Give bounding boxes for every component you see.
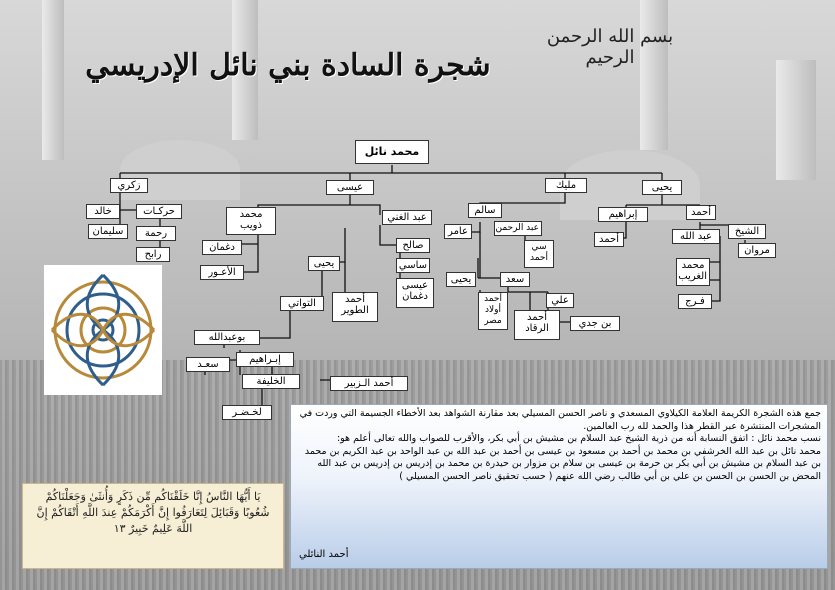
tree-node-salim[interactable]: سالم: [468, 203, 502, 218]
tree-node-isa[interactable]: عيسى: [326, 180, 374, 195]
tree-node-abdallah[interactable]: عبد الله: [672, 229, 720, 244]
tree-node-lakhdar[interactable]: لخـضـر: [222, 405, 272, 420]
notes-author: أحمد النائلي: [299, 549, 349, 560]
quran-verse: يَا أَيُّهَا النَّاسُ إِنَّا خَلَقْنَاكُم مِّن ذَكَرٍ وَأُنثَىٰ وَجَعَلْنَاكُمْ شُعُوبًا وَقَبَائِلَ لِتَعَارَفُوا إِنَّ أَكْرَمَكُمْ عِندَ اللَّهِ أَتْقَاكُمْ إِنَّ اللَّهَ عَلِيمٌ خَبِيرٌ ١٣: [22, 483, 284, 569]
tree-node-malik[interactable]: مليك: [545, 178, 587, 193]
tree-node-muhammad-gharib[interactable]: محمد الغريب: [676, 258, 710, 286]
tree-node-yahya-3[interactable]: يحيى: [308, 256, 340, 271]
tree-node-sasi[interactable]: ساسي: [396, 258, 430, 273]
tree-node-abdulghani[interactable]: عبد الغني: [382, 210, 432, 225]
tree-node-khalifa[interactable]: الخليفة: [242, 374, 300, 389]
tree-node-ahmad-zubayr[interactable]: أحمد الـزبير: [330, 376, 408, 391]
tree-node-khalid[interactable]: خالد: [86, 204, 120, 219]
tree-node-ahmad-tawir[interactable]: أحمد الطوير: [332, 292, 378, 322]
tree-node-tawati[interactable]: التواتي: [280, 296, 324, 311]
notes-paragraph: نسب محمد نائل : اتفق النسابة أنه من ذرية الشيخ عبد السلام بن مشيش بن أبي بكر، والأقرب للصواب والله تعالى أعلم هو:: [336, 433, 821, 445]
tree-node-yahya[interactable]: يحيى: [642, 180, 682, 195]
notes-paragraph: جمع هذه الشجرة الكريمة العلامة الكيلاوي المسعدي و ناصر الحسن المسيلي بعد مقارنة الشواهد بعد الأخطاء الجسيمة التي وردت في المشجرات المنتشرة عبر القطر هذا والحمد لله رب العالمين.: [299, 408, 821, 432]
tree-node-marwan[interactable]: مروان: [738, 243, 776, 258]
page-title: شجرة السادة بني نائل الإدريسي: [85, 48, 491, 83]
tree-node-dughman[interactable]: دغمان: [202, 240, 242, 255]
tree-node-shaykh[interactable]: الشيخ: [728, 224, 766, 239]
tree-node-rabih[interactable]: رابح: [136, 247, 170, 262]
tree-node-ahmad-awlad-misr[interactable]: أحمد أولاد مصر: [478, 292, 508, 330]
tree-node-abdulrahman[interactable]: عبد الرحمن: [494, 221, 542, 236]
notes-paragraph: محمد نائل بن عبد الله الخرشفي بن محمد بن أحمد بن مسعود بن عيسى بن أحمد بن عبد الله بن عبد الواحد بن عبد الكريم بن محمد بن عبد السلام بن مشيش بن أبي بكر بن حرمة بن عيسى بن سلام بن مزوار بن حيدرة بن محمد بن إدريس بن إدريس بن عبد الله المحض بن الحسن بن الحسن بن علي بن أبي طالب رضي الله عنهم ( حسب تحقيق ناصر الحسن المسيلي ): [304, 445, 821, 482]
tree-node-ahmad-2[interactable]: أحمد: [594, 232, 624, 247]
tree-node-ibrahim[interactable]: إبراهيم: [598, 207, 648, 222]
tree-node-muhammad-dhib[interactable]: محمد ذويب: [226, 207, 276, 235]
tree-node-bu-abdallah[interactable]: بوعبدالله: [194, 330, 260, 345]
tree-node-rahma[interactable]: رحمة: [136, 226, 176, 241]
tree-node-isa-dughman[interactable]: عيسى دغمان: [396, 278, 434, 308]
tree-node-salih[interactable]: صالح: [396, 238, 430, 253]
tree-node-ahmad-ruqad[interactable]: أحمد الرقاد: [514, 310, 560, 340]
tree-node-aawar[interactable]: الأعـور: [200, 265, 244, 280]
tree-node-yahya-2[interactable]: يحيى: [446, 272, 476, 287]
genealogy-notes: [290, 404, 828, 569]
tree-node-ali[interactable]: علي: [546, 293, 574, 308]
tree-node-ahmad[interactable]: أحمد: [686, 205, 716, 220]
tree-node-si-ahmad[interactable]: سي أحمد: [524, 240, 554, 268]
tree-node-root[interactable]: محمد نائل: [355, 140, 429, 164]
tree-node-harakat[interactable]: حركـات: [136, 204, 182, 219]
tree-node-amir[interactable]: عامر: [444, 224, 472, 239]
basmala: بسم الله الرحمن الرحيم: [546, 26, 674, 68]
arabesque-ornament: [44, 265, 162, 395]
tree-node-zakari[interactable]: زكري: [110, 178, 148, 193]
tree-node-faraj[interactable]: فـرج: [678, 294, 712, 309]
tree-node-sulayman[interactable]: سليمان: [88, 224, 128, 239]
tree-node-bin-jaddi[interactable]: بن جدي: [570, 316, 620, 331]
tree-node-ibrahim-2[interactable]: إبـراهيم: [236, 352, 294, 367]
tree-node-saad-2[interactable]: سعـد: [186, 357, 230, 372]
tree-node-saad[interactable]: سعد: [500, 272, 530, 287]
